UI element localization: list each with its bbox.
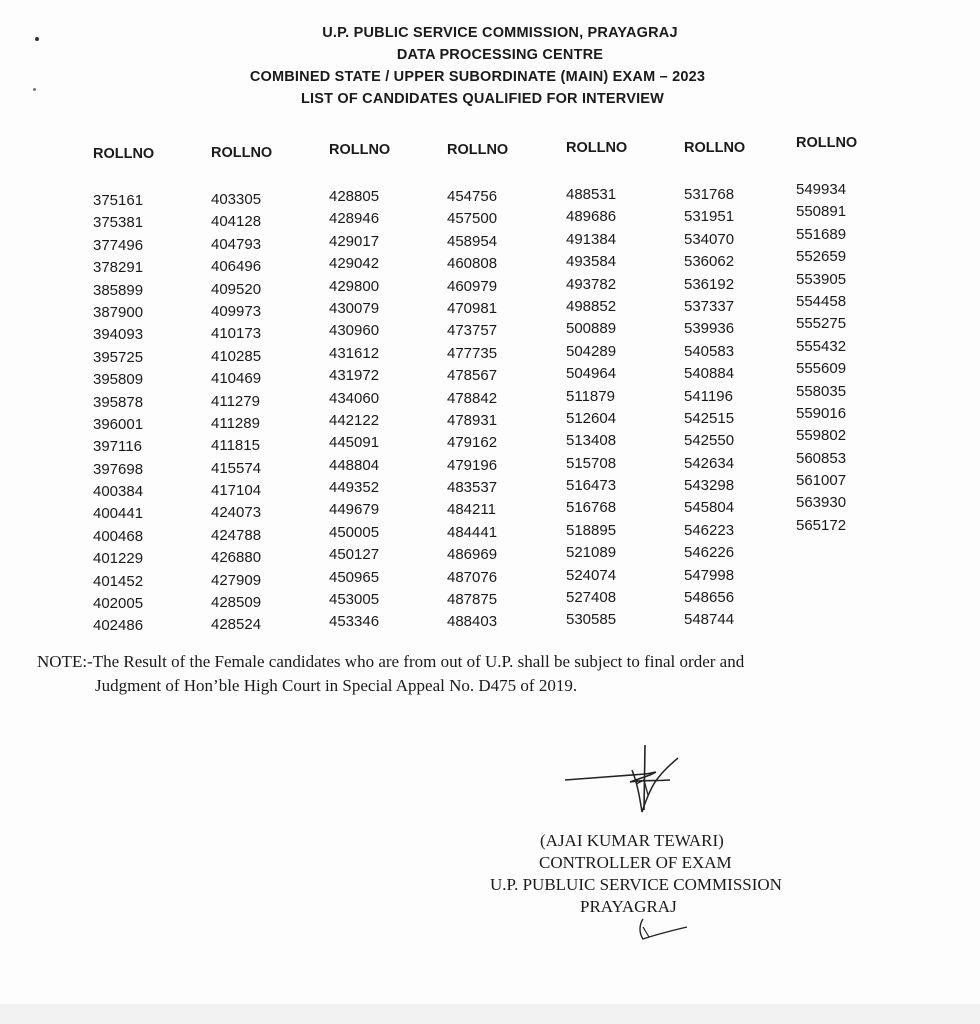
- roll-number: 401229: [93, 550, 144, 568]
- roll-number: 411279: [211, 392, 260, 410]
- roll-number: 400468: [93, 527, 144, 545]
- roll-number: 486969: [447, 546, 498, 564]
- roll-number: 410285: [211, 347, 262, 365]
- signatory-name: (AJAI KUMAR TEWARI): [540, 831, 724, 850]
- roll-number: 470981: [447, 299, 498, 317]
- signatory-organization: U.P. PUBLUIC SERVICE COMMISSION: [490, 875, 782, 894]
- roll-number: 424788: [211, 526, 262, 544]
- roll-number: 479162: [447, 434, 498, 452]
- roll-number: 531768: [684, 186, 735, 203]
- header-exam: COMBINED STATE / UPPER SUBORDINATE (MAIN) EXAM – 2023: [249, 69, 706, 85]
- roll-number: 559016: [796, 404, 847, 422]
- roll-number: 429800: [329, 277, 380, 295]
- roll-number: 527408: [566, 589, 617, 607]
- roll-number: 415574: [211, 459, 262, 477]
- roll-number: 402005: [93, 595, 144, 613]
- roll-number: 428509: [211, 594, 262, 612]
- column-header: ROLLNO: [447, 142, 509, 158]
- roll-number: 395725: [93, 348, 144, 366]
- roll-number: 411289: [211, 414, 260, 432]
- roll-number: 400384: [93, 483, 144, 501]
- roll-number: 493584: [566, 253, 617, 271]
- roll-number: 387900: [93, 303, 144, 321]
- roll-column: [684, 136, 794, 632]
- roll-number: 397698: [93, 460, 144, 478]
- roll-number: 540884: [684, 365, 735, 383]
- signatory-city: PRAYAGRAJ: [580, 897, 677, 916]
- roll-number: 449679: [329, 501, 380, 519]
- roll-number: 445091: [329, 434, 380, 452]
- roll-number: 403305: [211, 191, 262, 208]
- roll-number: 487076: [447, 568, 498, 586]
- roll-number: 450965: [329, 568, 380, 586]
- roll-number: 404793: [211, 235, 262, 253]
- roll-number: 450127: [329, 546, 380, 564]
- roll-number: 434060: [329, 389, 380, 407]
- roll-number: 450005: [329, 523, 380, 541]
- roll-number: 546226: [684, 544, 735, 562]
- roll-number: 395809: [93, 371, 144, 389]
- roll-number: 552659: [796, 248, 847, 266]
- roll-number: 375161: [93, 192, 144, 209]
- roll-number: 547998: [684, 566, 735, 584]
- note-text: [37, 650, 927, 698]
- roll-number: 530585: [566, 611, 617, 629]
- roll-number: 429042: [329, 255, 380, 273]
- roll-number: 540583: [684, 342, 735, 360]
- roll-number: 524074: [566, 566, 617, 584]
- roll-number: 401452: [93, 572, 144, 590]
- roll-number: 431612: [329, 344, 380, 362]
- roll-number: 555432: [796, 337, 847, 355]
- roll-number: 504964: [566, 365, 617, 383]
- roll-number: 541196: [684, 387, 733, 405]
- column-header: ROLLNO: [329, 142, 391, 158]
- roll-number: 513408: [566, 432, 617, 450]
- roll-number: 560853: [796, 449, 847, 467]
- note-line-1: NOTE:-The Result of the Female candidates who are from out of U.P. shall be subject to final order and: [37, 652, 745, 671]
- roll-number: 488531: [566, 186, 617, 203]
- roll-number: 409520: [211, 280, 262, 298]
- roll-number: 553905: [796, 270, 847, 288]
- roll-number: 411815: [211, 437, 260, 455]
- roll-column: [447, 138, 557, 634]
- roll-number: 428805: [329, 188, 380, 205]
- signatory-block: [470, 830, 890, 918]
- roll-number: 491384: [566, 230, 617, 248]
- document-header: [0, 22, 980, 110]
- roll-number: 498852: [566, 297, 617, 315]
- roll-number: 542515: [684, 409, 735, 427]
- roll-number: 460979: [447, 277, 498, 295]
- header-centre: DATA PROCESSING CENTRE: [396, 47, 604, 63]
- roll-number: 378291: [93, 259, 144, 277]
- roll-number: 539936: [684, 320, 735, 338]
- roll-number: 385899: [93, 281, 144, 299]
- roll-number: 406496: [211, 258, 262, 276]
- roll-number: 453346: [329, 613, 380, 631]
- roll-number: 531951: [684, 208, 735, 226]
- header-commission: U.P. PUBLIC SERVICE COMMISSION, PRAYAGRAJ: [322, 25, 678, 41]
- note-line-2: Judgment of Hon’ble High Court in Special Appeal No. D475 of 2019.: [95, 676, 578, 695]
- roll-number: 410173: [211, 325, 262, 343]
- roll-number: 549934: [796, 181, 847, 198]
- column-header: ROLLNO: [211, 145, 273, 161]
- column-header: ROLLNO: [684, 140, 746, 156]
- roll-number: 442122: [329, 411, 380, 429]
- roll-number: 397116: [93, 438, 142, 456]
- roll-number: 484441: [447, 523, 498, 541]
- roll-number: 512604: [566, 409, 617, 427]
- roll-number: 511879: [566, 387, 615, 405]
- roll-column: [93, 142, 203, 638]
- roll-number: 493782: [566, 275, 617, 293]
- roll-number: 542550: [684, 432, 735, 450]
- roll-number: 428946: [329, 210, 380, 228]
- roll-number: 518895: [566, 521, 617, 539]
- roll-number: 477735: [447, 344, 498, 362]
- roll-number: 546223: [684, 521, 735, 539]
- roll-number: 561007: [796, 472, 847, 490]
- roll-number: 516768: [566, 499, 617, 517]
- roll-number: 536192: [684, 275, 735, 293]
- roll-number: 543298: [684, 477, 735, 495]
- roll-number: 460808: [447, 255, 498, 273]
- roll-number: 483537: [447, 479, 498, 497]
- roll-number: 395878: [93, 393, 144, 411]
- roll-number: 424073: [211, 504, 262, 522]
- roll-number: 559802: [796, 427, 847, 445]
- roll-number: 478842: [447, 389, 498, 407]
- roll-number: 515708: [566, 454, 617, 472]
- roll-number: 489686: [566, 208, 617, 226]
- roll-number: 521089: [566, 544, 617, 562]
- initials-mark: [625, 915, 695, 945]
- roll-column: [796, 131, 906, 537]
- bottom-scan-edge: [0, 1004, 980, 1024]
- roll-number: 500889: [566, 320, 617, 338]
- roll-column: [211, 141, 321, 637]
- roll-number: 558035: [796, 382, 847, 400]
- roll-number: 427909: [211, 571, 262, 589]
- roll-number: 457500: [447, 210, 498, 228]
- roll-number: 551689: [796, 225, 847, 243]
- roll-number: 396001: [93, 415, 144, 433]
- roll-number: 431972: [329, 367, 380, 385]
- roll-number: 504289: [566, 342, 617, 360]
- roll-number: 565172: [796, 516, 847, 534]
- roll-number: 479196: [447, 456, 498, 474]
- column-header: ROLLNO: [796, 135, 858, 151]
- roll-column: [329, 138, 439, 634]
- roll-number: 563930: [796, 494, 847, 512]
- roll-number: 473757: [447, 322, 498, 340]
- roll-number: 402486: [93, 617, 144, 635]
- header-list-title: LIST OF CANDIDATES QUALIFIED FOR INTERVIEW: [300, 91, 665, 107]
- roll-number: 548744: [684, 611, 735, 629]
- roll-number: 554458: [796, 292, 847, 310]
- roll-number: 478567: [447, 367, 498, 385]
- signatory-designation: CONTROLLER OF EXAM: [539, 853, 732, 872]
- roll-number: 536062: [684, 253, 735, 271]
- roll-number: 430960: [329, 322, 380, 340]
- roll-number: 555275: [796, 315, 847, 333]
- column-header: ROLLNO: [566, 140, 628, 156]
- roll-number: 428524: [211, 616, 262, 634]
- roll-number: 537337: [684, 297, 735, 315]
- roll-number: 487875: [447, 591, 498, 609]
- roll-number: 454756: [447, 188, 498, 205]
- roll-number: 448804: [329, 456, 380, 474]
- roll-column: [566, 136, 676, 632]
- roll-number: 478931: [447, 411, 498, 429]
- roll-number: 548656: [684, 589, 735, 607]
- roll-number: 458954: [447, 232, 498, 250]
- roll-number: 430079: [329, 299, 380, 317]
- roll-number: 409973: [211, 302, 262, 320]
- roll-number: 484211: [447, 501, 496, 519]
- roll-number: 410469: [211, 370, 262, 388]
- roll-number: 400441: [93, 505, 144, 523]
- roll-number: 542634: [684, 454, 735, 472]
- roll-number: 516473: [566, 477, 617, 495]
- column-header: ROLLNO: [93, 146, 155, 162]
- roll-number: 550891: [796, 203, 847, 221]
- roll-number: 426880: [211, 549, 262, 567]
- roll-number: 545804: [684, 499, 735, 517]
- roll-number: 534070: [684, 230, 735, 248]
- roll-number: 453005: [329, 591, 380, 609]
- roll-number: 375381: [93, 214, 144, 232]
- roll-number: 449352: [329, 479, 380, 497]
- roll-number: 377496: [93, 236, 144, 254]
- roll-number: 417104: [211, 482, 262, 500]
- roll-number: 555609: [796, 360, 847, 378]
- roll-number: 394093: [93, 326, 144, 344]
- roll-number: 429017: [329, 232, 380, 250]
- signature-image: [560, 740, 710, 820]
- roll-number: 488403: [447, 613, 498, 631]
- roll-number: 404128: [211, 213, 262, 231]
